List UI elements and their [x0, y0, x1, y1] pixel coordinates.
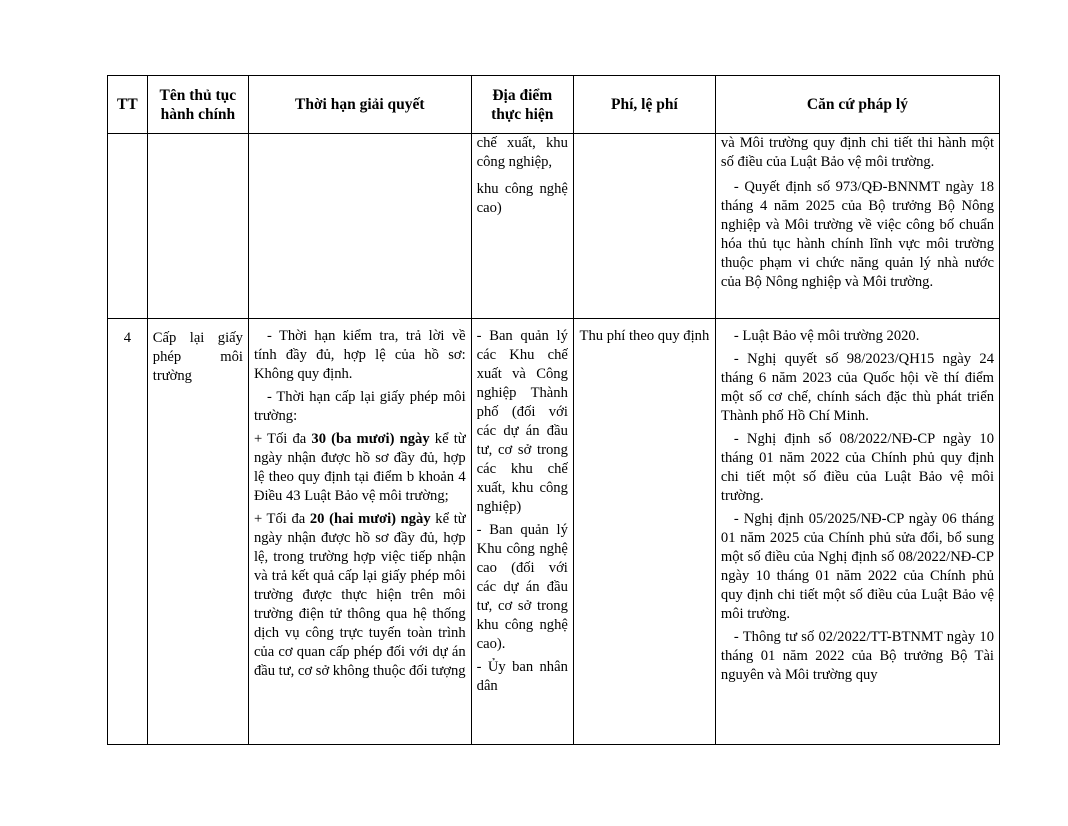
header-place: Địa điểm thực hiện — [471, 76, 573, 134]
text-run: + Tối đa — [253, 511, 310, 527]
cell-name — [147, 319, 248, 745]
cell-place — [471, 319, 573, 745]
cell-place — [471, 134, 573, 319]
row-number: 4 — [123, 330, 132, 346]
cell-time — [248, 134, 471, 319]
procedure-table — [107, 75, 1000, 745]
cell-fee — [573, 134, 715, 319]
cell-legal — [715, 134, 999, 319]
time-paragraph: - Thời hạn cấp lại giấy phép môi trường: — [253, 389, 466, 424]
header-legal-basis: Căn cứ pháp lý — [715, 76, 999, 134]
cell-time — [248, 319, 471, 745]
text-run: kể từ ngày nhận được hồ sơ đầy đủ, hợp lệ, trong trường hợp việc tiếp nhận và trả kết quả cấp lại giấy phép môi trường được thực hiện trên môi trường điện tử thông qua hệ thống dịch vụ công trực tuyến toàn trình của cơ quan cấp phép đối với dự án đầu tư, cơ sở không thuộc đối tượng — [253, 511, 466, 679]
place-paragraph: - Ban quản lý các Khu chế xuất và Công nghiệp Thành phố (đối với các dự án đầu tư, cơ sở trong các khu chế xuất, khu công nghiệp) — [476, 328, 568, 515]
time-paragraph: - Thời hạn kiểm tra, trả lời về tính đầy đủ, hợp lệ của hồ sơ: Không quy định. — [253, 328, 466, 382]
table-header-row — [108, 76, 1000, 134]
text-run: kể từ ngày nhận được hồ sơ đầy đủ, hợp lệ theo quy định tại điểm b khoản 4 Điều 43 Luật Bảo vệ môi trường; — [253, 431, 466, 504]
cell-tt — [108, 319, 148, 745]
cell-legal — [715, 319, 999, 745]
place-paragraph: - Ủy ban nhân dân — [476, 659, 568, 694]
legal-paragraph: - Quyết định số 973/QĐ-BNNMT ngày 18 tháng 4 năm 2025 của Bộ trưởng Bộ Nông nghiệp và Môi trường về việc công bố chuẩn hóa thủ tục hành chính lĩnh vực môi trường thuộc phạm vi chức năng quản lý nhà nước của Bộ Nông nghiệp và Môi trường. — [720, 179, 994, 290]
document-page — [107, 75, 1000, 745]
procedure-name: Cấp lại giấy phép môi trường — [152, 330, 243, 384]
cell-fee — [573, 319, 715, 745]
place-paragraph: - Ban quản lý Khu công nghệ cao (đối với các dự án đầu tư, cơ sở trong khu công nghệ cao). — [476, 522, 568, 652]
header-fee: Phí, lệ phí — [573, 76, 715, 134]
table-row — [108, 319, 1000, 745]
place-line: chế xuất, khu công nghiệp, — [476, 135, 568, 170]
legal-paragraph: - Nghị định 05/2025/NĐ-CP ngày 06 tháng 01 năm 2025 của Chính phủ sửa đổi, bổ sung một số điều của Nghị định số 08/2022/NĐ-CP ngày 10 tháng 01 năm 2022 của Chính phủ quy định chi tiết một số điều của Luật Bảo vệ môi trường. — [720, 511, 994, 622]
legal-paragraph: và Môi trường quy định chi tiết thi hành một số điều của Luật Bảo vệ môi trường. — [720, 135, 994, 170]
legal-paragraph: - Nghị định số 08/2022/NĐ-CP ngày 10 tháng 01 năm 2022 của Chính phủ quy định chi tiết một số điều của Luật Bảo vệ môi trường. — [720, 431, 994, 504]
legal-paragraph: - Thông tư số 02/2022/TT-BTNMT ngày 10 tháng 01 năm 2022 của Bộ trưởng Bộ Tài nguyên và Môi trường quy — [720, 629, 994, 683]
place-line: khu công nghệ cao) — [476, 181, 568, 216]
text-run: + Tối đa — [253, 431, 312, 447]
text-run-bold: 20 (hai mươi) ngày — [309, 511, 431, 527]
fee-text: Thu phí theo quy định — [579, 328, 710, 344]
time-paragraph — [254, 510, 466, 681]
header-time-limit: Thời hạn giải quyết — [248, 76, 471, 134]
text-run-bold: 30 (ba mươi) ngày — [311, 431, 430, 447]
header-procedure-name: Tên thủ tục hành chính — [147, 76, 248, 134]
cell-name — [147, 134, 248, 319]
header-tt: TT — [108, 76, 148, 134]
legal-paragraph: - Nghị quyết số 98/2023/QH15 ngày 24 tháng 6 năm 2023 của Quốc hội về thí điểm một số cơ chế, chính sách đặc thù phát triển Thành phố Hồ Chí Minh. — [720, 351, 994, 424]
time-paragraph — [254, 430, 466, 506]
legal-paragraph: - Luật Bảo vệ môi trường 2020. — [733, 328, 920, 344]
cell-tt — [108, 134, 148, 319]
table-row-continuation — [108, 134, 1000, 319]
